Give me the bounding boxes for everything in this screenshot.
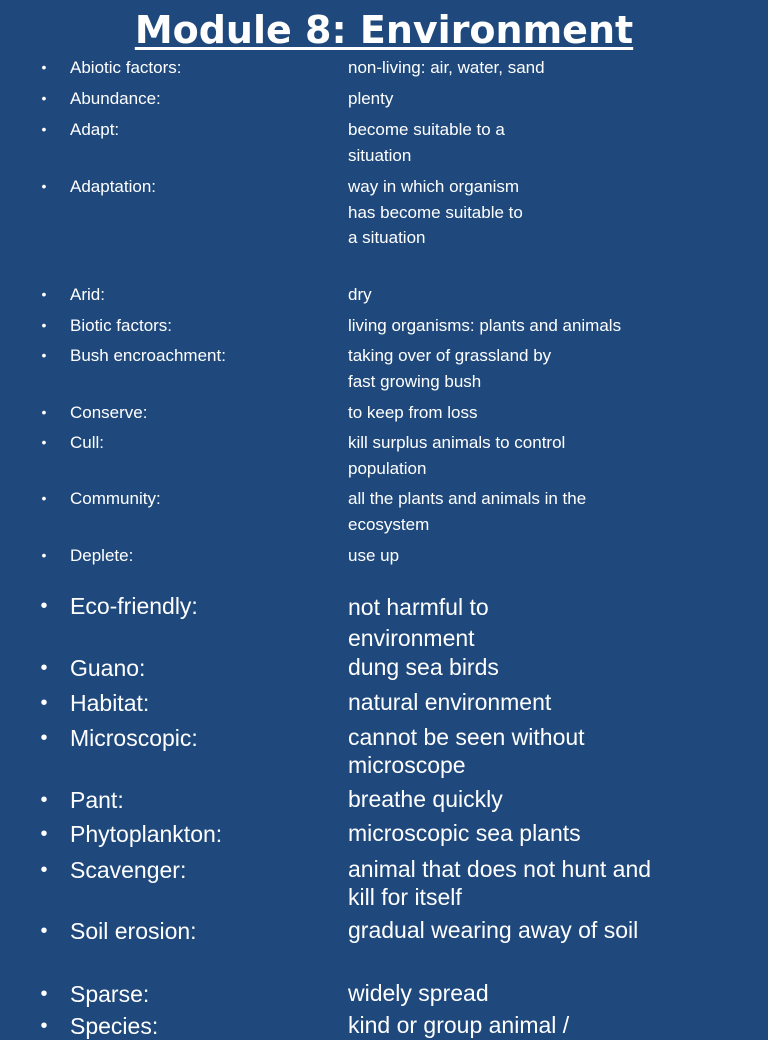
bullet-icon: • [41,90,47,106]
term-definition: way in which organism has become suitable to a situation [348,177,523,247]
bullet-icon: • [41,490,47,506]
bullet-icon: • [40,920,48,942]
bullet-icon: • [40,727,48,749]
term-label: Biotic factors: [70,316,173,335]
bullet-icon: • [41,404,47,420]
bullet-icon: • [40,692,48,714]
term-definition: gradual wearing away of soil [348,917,639,943]
term-label: Arid: [70,285,105,304]
bullet-icon: • [40,1015,48,1037]
term-definition: breathe quickly [348,786,503,812]
term-label: Microscopic: [70,725,198,751]
term-label: Abiotic factors: [70,58,182,77]
term-definition: kind or group animal / [348,1012,570,1038]
term-label: Scavenger: [70,857,187,883]
term-label: Adapt: [70,120,120,139]
bullet-icon: • [40,823,48,845]
term-label: Soil erosion: [70,918,197,944]
term-definition: natural environment [348,689,552,715]
term-definition: dung sea birds [348,654,499,680]
bullet-icon: • [40,595,48,617]
term-definition: become suitable to a situation [348,120,505,165]
term-definition: all the plants and animals in the ecosystem [348,489,587,534]
bullet-icon: • [41,547,47,563]
bullet-icon: • [40,657,48,679]
term-definition: taking over of grassland by fast growing bush [348,346,552,391]
term-label: Species: [70,1013,159,1039]
term-definition: to keep from loss [348,403,478,422]
bullet-icon: • [40,789,48,811]
bullet-icon: • [41,286,47,302]
term-label: Community: [70,489,161,508]
term-definition: not harmful to environment [348,594,489,651]
term-definition: animal that does not hunt and kill for itself [348,856,652,910]
bullet-icon: • [41,59,47,75]
bullet-icon: • [40,859,48,881]
term-label: Bush encroachment: [70,346,226,365]
term-definition: widely spread [348,980,489,1006]
term-label: Habitat: [70,690,150,716]
bullet-icon: • [41,178,47,194]
term-definition: plenty [348,89,394,108]
term-definition: microscopic sea plants [348,820,581,846]
term-definition: cannot be seen without microscope [348,724,585,778]
bullet-icon: • [41,317,47,333]
bullet-icon: • [40,983,48,1005]
bullet-icon: • [41,434,47,450]
term-label: Conserve: [70,403,148,422]
term-label: Sparse: [70,981,150,1007]
term-label: Pant: [70,787,124,813]
term-label: Abundance: [70,89,161,108]
term-definition: dry [348,285,372,304]
term-label: Phytoplankton: [70,821,223,847]
term-label: Cull: [70,433,105,452]
term-definition: living organisms: plants and animals [348,316,622,335]
term-definition: non-living: air, water, sand [348,58,545,77]
term-definition: use up [348,546,400,565]
term-label: Deplete: [70,546,134,565]
term-label: Eco-friendly: [70,593,198,619]
bullet-icon: • [41,347,47,363]
term-label: Guano: [70,655,146,681]
term-label: Adaptation: [70,177,157,196]
page-title: Module 8: Environment [134,8,634,52]
term-definition: kill surplus animals to control population [348,433,566,478]
bullet-icon: • [41,121,47,137]
